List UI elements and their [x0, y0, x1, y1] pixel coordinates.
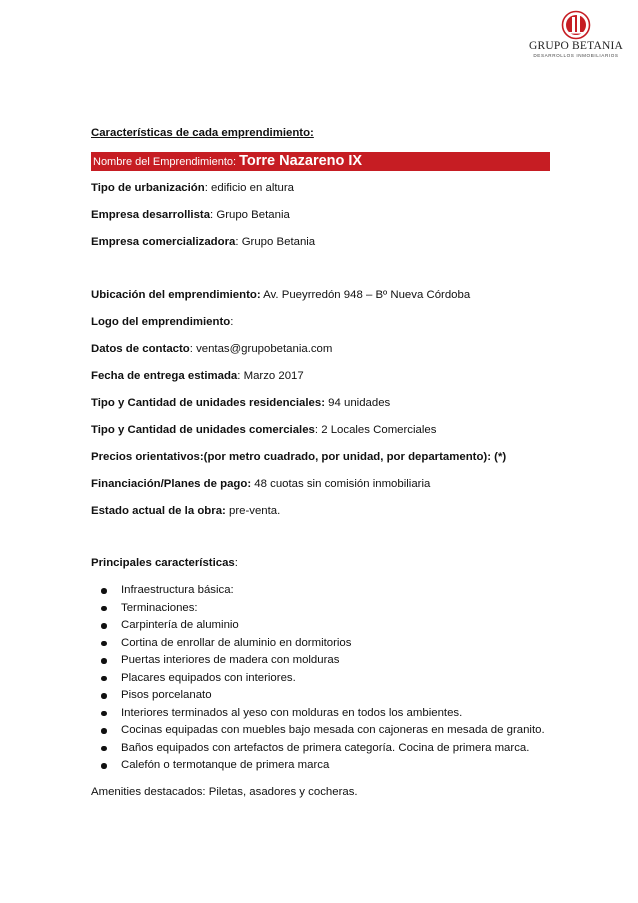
field-label: Logo del emprendimiento — [91, 316, 231, 328]
logo-subtitle: DESARROLLOS INMOBILIARIOS — [533, 53, 619, 58]
list-item-text: Cortina de enrollar de aluminio en dormitorios — [121, 636, 352, 649]
list-item-text: Baños equipados con artefactos de primera categoría. Cocina de primera marca. — [121, 741, 530, 754]
field-empresa-comercializadora — [91, 233, 551, 251]
field-value: : ventas@grupobetania.com — [189, 343, 333, 355]
bullet-icon — [101, 746, 107, 752]
logo-wordmark: GRUPO BETANIA — [529, 40, 623, 52]
list-item-text: Cocinas equipadas con muebles bajo mesada con cajoneras en mesada de granito. — [121, 724, 545, 736]
field-estado-obra — [91, 502, 551, 520]
field-empresa-desarrollista — [91, 206, 551, 224]
principales-colon: : — [234, 557, 238, 569]
bullet-icon — [101, 606, 107, 612]
list-item-text: Pisos porcelanato — [121, 689, 212, 701]
field-value: pre-venta. — [225, 505, 281, 517]
bullet-icon — [101, 658, 107, 664]
bullet-icon — [101, 711, 107, 717]
section-heading: Características de cada emprendimiento: — [91, 127, 314, 139]
field-fecha-entrega — [91, 367, 551, 385]
field-value: : — [230, 316, 234, 328]
field-label: Empresa comercializadora — [91, 236, 236, 248]
document-body — [91, 124, 551, 801]
field-value: : Grupo Betania — [235, 236, 316, 248]
field-value: 94 unidades — [325, 397, 391, 409]
list-item — [91, 757, 551, 775]
bullet-icon — [101, 693, 107, 699]
field-financiacion — [91, 475, 551, 493]
list-item — [91, 722, 551, 740]
list-item — [91, 740, 551, 758]
bullet-icon — [101, 588, 107, 594]
list-item-text: Infraestructura básica: — [121, 584, 234, 596]
field-ubicacion — [91, 286, 551, 304]
field-contacto — [91, 340, 551, 358]
field-value: Av. Pueyrredón 948 – Bº Nueva Córdoba — [260, 289, 471, 301]
list-item-text: Terminaciones: — [121, 601, 198, 614]
field-logo — [91, 313, 551, 331]
field-value: : 2 Locales Comerciales — [314, 424, 437, 436]
field-label: Tipo y Cantidad de unidades residenciales: — [91, 397, 325, 409]
bullet-icon — [101, 728, 107, 734]
project-name-label: Nombre del Emprendimiento: — [93, 156, 237, 168]
list-item — [91, 670, 551, 688]
field-label: Datos de contacto — [91, 343, 190, 355]
field-label: Ubicación del emprendimiento: — [91, 289, 261, 301]
bullet-icon — [101, 641, 107, 647]
principales-heading — [91, 554, 551, 572]
project-name-value: Torre Nazareno IX — [239, 153, 363, 169]
field-unidades-comerciales — [91, 421, 551, 439]
company-logo — [524, 10, 628, 70]
bullet-icon — [101, 676, 107, 682]
field-label: Precios orientativos:(por metro cuadrado, por unidad, por departamento): (*) — [91, 451, 507, 463]
list-item-text: Placares equipados con interiores. — [121, 671, 296, 684]
list-item — [91, 705, 551, 723]
field-tipo-urbanizacion — [91, 179, 551, 197]
list-item — [91, 617, 551, 635]
field-label: Tipo de urbanización — [91, 182, 205, 194]
list-item — [91, 600, 551, 618]
field-value: : Grupo Betania — [210, 209, 290, 221]
field-unidades-residenciales — [91, 394, 551, 412]
field-precios — [91, 448, 551, 466]
field-label: Empresa desarrollista — [91, 209, 211, 221]
list-item — [91, 687, 551, 705]
list-item-text: Calefón o termotanque de primera marca — [121, 759, 330, 771]
list-item — [91, 582, 551, 600]
list-item-text: Interiores terminados al yeso con molduras en todos los ambientes. — [121, 706, 463, 719]
project-name-bar — [91, 152, 550, 171]
list-item-text: Carpintería de aluminio — [121, 619, 239, 631]
list-item-text: Puertas interiores de madera con molduras — [121, 654, 340, 666]
bullet-icon — [101, 763, 107, 769]
tower-logo-icon — [561, 10, 591, 40]
field-value: : Marzo 2017 — [237, 370, 304, 382]
list-item — [91, 635, 551, 653]
principales-label: Principales características — [91, 557, 235, 569]
field-value: : edificio en altura — [204, 182, 294, 194]
features-list — [91, 582, 551, 775]
amenities-text: Amenities destacados: Piletas, asadores y cocheras. — [91, 785, 358, 798]
field-value: 48 cuotas sin comisión inmobiliaria — [251, 478, 431, 490]
field-label: Fecha de entrega estimada — [91, 370, 238, 382]
field-label: Estado actual de la obra: — [91, 505, 226, 517]
list-item — [91, 652, 551, 670]
field-label: Financiación/Planes de pago: — [91, 478, 252, 490]
field-label: Tipo y Cantidad de unidades comerciales — [91, 424, 315, 436]
bullet-icon — [101, 623, 107, 629]
